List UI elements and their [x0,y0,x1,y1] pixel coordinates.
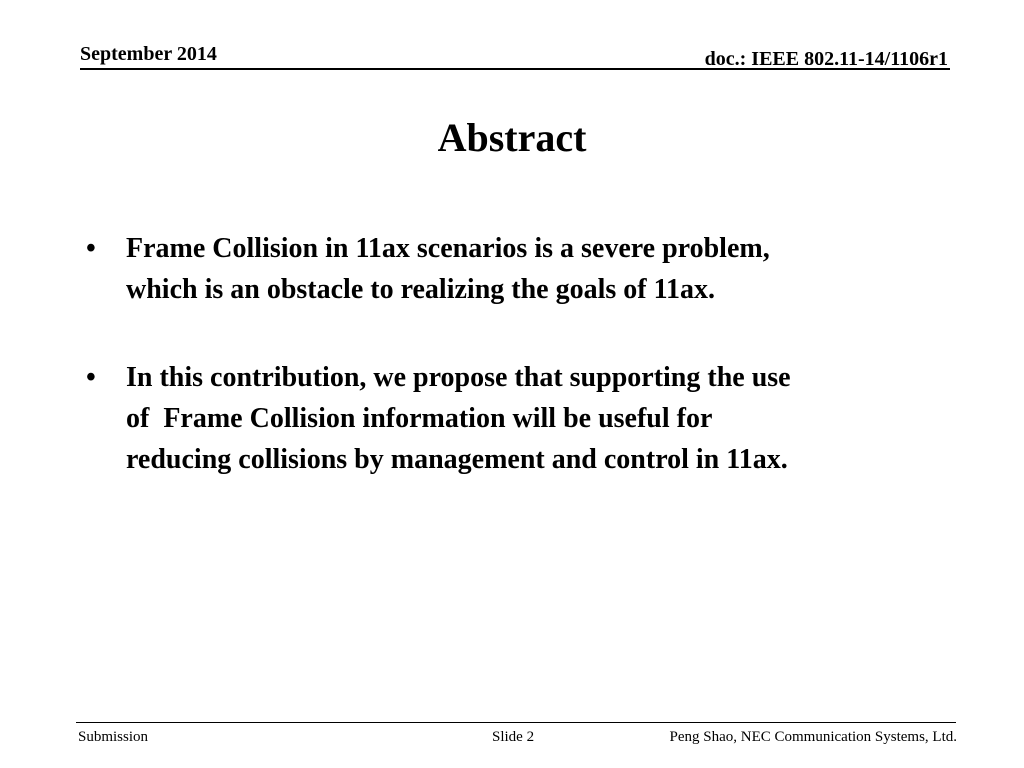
footer-author: Peng Shao, NEC Communication Systems, Ltd. [669,729,957,745]
bullet-item-frame-collision [82,228,962,310]
bullet-list [82,228,962,527]
header-divider [80,68,950,70]
bullet-marker: • [86,362,96,393]
bullet-text-line: reducing collisions by management and control in 11ax. [126,444,788,475]
bullet-marker: • [86,233,96,264]
bullet-item-contribution [82,357,962,480]
header-document-id: doc.: IEEE 802.11-14/1106r1 [704,48,948,70]
bullet-text-line: Frame Collision in 11ax scenarios is a severe problem, [126,233,770,264]
footer-slide-number: Slide 2 [492,729,535,745]
bullet-text-line: In this contribution, we propose that supporting the use [126,362,791,393]
bullet-text-line: of Frame Collision information will be useful for [126,403,713,434]
header-date: September 2014 [80,43,217,65]
footer-divider [76,722,956,723]
slide-title: Abstract [437,115,587,160]
bullet-text-line: which is an obstacle to realizing the goals of 11ax. [126,274,716,305]
footer-submission: Submission [78,729,149,745]
